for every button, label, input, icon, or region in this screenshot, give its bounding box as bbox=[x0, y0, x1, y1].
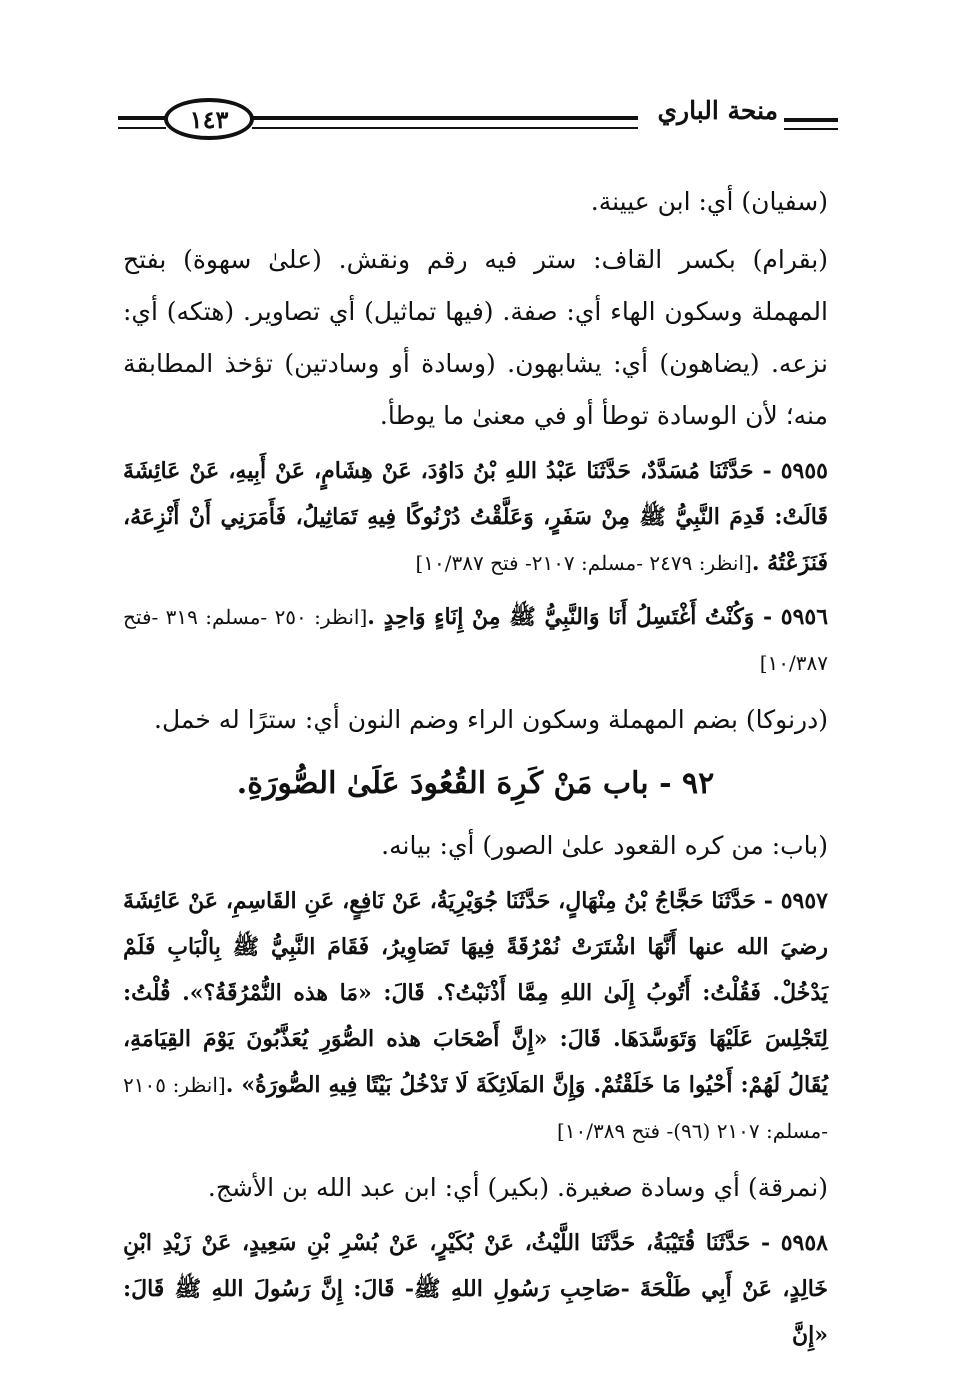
hadith-5956-text: ٥٩٥٦ - وَكُنْتُ أَغْتَسِلُ أَنَا وَالنَّبِيُّ ﷺ مِنْ إِنَاءٍ وَاحِدٍ . bbox=[367, 604, 829, 630]
page-number-badge bbox=[164, 98, 254, 140]
page-body bbox=[123, 176, 828, 1366]
chapter-heading-92: ٩٢ - باب مَنْ كَرِهَ القُعُودَ عَلَىٰ الصُّورَةِ. bbox=[236, 766, 715, 801]
hadith-5957-reference: [انظر: ٢١٠٥ -مسلم: ٢١٠٧ (٩٦)- فتح ١٠/٣٨٩] bbox=[123, 1073, 828, 1143]
hadith-5956 bbox=[123, 594, 828, 686]
hadith-5955-reference: [انظر: ٢٤٧٩ -مسلم: ٢١٠٧- فتح ١٠/٣٨٧] bbox=[415, 551, 752, 575]
header-rule-middle-top bbox=[252, 116, 638, 120]
commentary-biqram: (بقرام) بكسر القاف: ستر فيه رقم ونقش. (علىٰ سهوة) بفتح المهملة وسكون الهاء أي: صفة. (فيها تماثيل) أي تصاوير. (هتكه) أي: نزعه. (يضاهون) أي: يشابهون. (وسادة أو وسادتين) تؤخذ المطابقة منه؛ لأن الوسادة توطأ أو في معنىٰ ما يوطأ. bbox=[123, 245, 828, 430]
book-title: منحة الباري bbox=[657, 96, 778, 125]
header-rule-left-bottom bbox=[118, 127, 166, 129]
hadith-5955 bbox=[123, 448, 828, 586]
hadith-5957 bbox=[123, 878, 828, 1154]
hadith-5957-text: ٥٩٥٧ - حَدَّثَنَا حَجَّاجُ بْنُ مِنْهَالٍ، حَدَّثَنَا جُوَيْرِيَةُ، عَنْ نَافِعٍ، عَنِ القَاسِمِ، عَنْ عَائِشَةَ رضيَ الله عنها أَنَّهَا اشْتَرَتْ نُمْرُقَةً فِيهَا تَصَاوِيرُ، فَقَامَ النَّبِيُّ ﷺ بِالْبَابِ فَلَمْ يَدْخُلْ. فَقُلْتُ: أَتُوبُ إِلَىٰ اللهِ مِمَّا أَذْنَبْتُ؟. قَالَ: «مَا هذه النُّمْرُقَةُ؟». قُلْتُ: لِتَجْلِسَ عَلَيْهَا وَتَوَسَّدَهَا. قَالَ: «إِنَّ أَصْحَابَ هذه الصُّوَرِ يُعَذَّبُونَ يَوْمَ القِيَامَةِ، يُقَالُ لَهُمْ: أَحْيُوا مَا خَلَقْتُمْ. وَإِنَّ المَلَائِكَةَ لَا تَدْخُلُ بَيْتًا فِيهِ الصُّورَةُ» . bbox=[123, 888, 828, 1098]
hadith-5956-reference: [انظر: ٢٥٠ -مسلم: ٣١٩ -فتح ١٠/٣٨٧] bbox=[123, 605, 828, 675]
hadith-5955-text: ٥٩٥٥ - حَدَّثَنَا مُسَدَّدٌ، حَدَّثَنَا عَبْدُ اللهِ بْنُ دَاوُدَ، عَنْ هِشَامٍ، عَنْ أَبِيهِ، عَنْ عَائِشَةَ قَالَتْ: قَدِمَ النَّبِيُّ ﷺ مِنْ سَفَرٍ، وَعَلَّقْتُ دُرْنُوكًا فِيهِ تَمَاثِيلُ، فَأَمَرَنِي أَنْ أَنْزِعَهُ، فَنَزَعْتُهُ . bbox=[123, 458, 828, 576]
commentary-durnuk: (درنوكا) بضم المهملة وسكون الراء وضم النون أي: سترًا له خمل. bbox=[154, 705, 828, 734]
commentary-numruqa: (نمرقة) أي وسادة صغيرة. (بكير) أي: ابن عبد الله بن الأشج. bbox=[207, 1173, 828, 1202]
hadith-5958: ٥٩٥٨ - حَدَّثَنَا قُتَيْبَةُ، حَدَّثَنَا اللَّيْثُ، عَنْ بُكَيْرٍ، عَنْ بُسْرِ بْنِ سَعِيدٍ، عَنْ زَيْدِ ابْنِ خَالِدٍ، عَنْ أَبِي طَلْحَةَ -صَاحِبِ رَسُولِ اللهِ ﷺ- قَالَ: إِنَّ رَسُولَ اللهِ ﷺ قَالَ: «إِنَّ bbox=[123, 1230, 828, 1348]
page-header bbox=[118, 92, 838, 152]
commentary-sufyan: (سفيان) أي: ابن عيينة. bbox=[590, 187, 828, 216]
header-rule-right-bottom bbox=[784, 128, 838, 130]
commentary-chapter-92: (باب: من كره القعود علىٰ الصور) أي: بيانه. bbox=[381, 831, 828, 860]
header-rule-left-top bbox=[118, 116, 166, 120]
header-rule-middle-bottom bbox=[252, 127, 638, 129]
header-rule-right-top bbox=[784, 118, 838, 122]
page-number: ١٤٣ bbox=[189, 104, 229, 134]
